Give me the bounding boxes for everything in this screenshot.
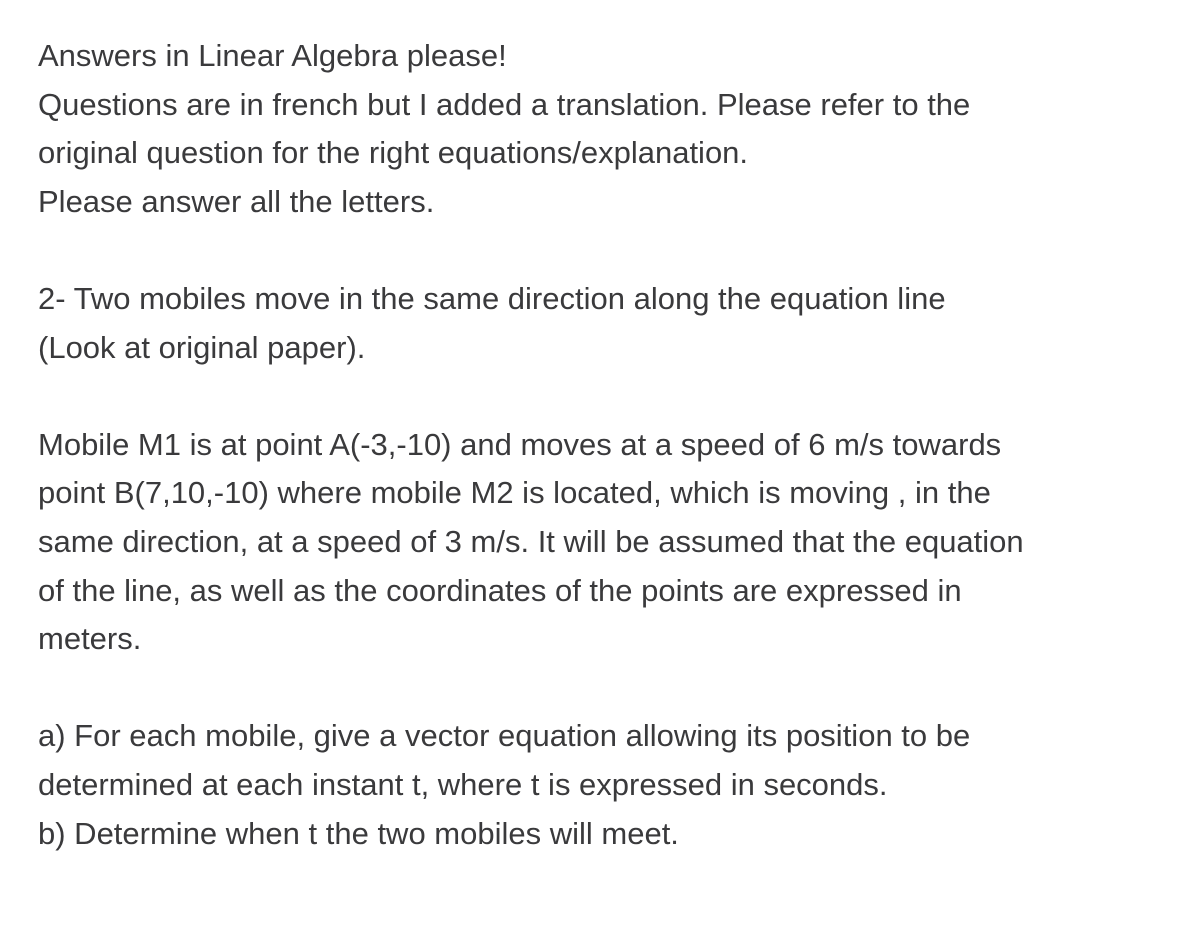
question-intro-line: 2- Two mobiles move in the same direction along the equation line <box>38 280 946 316</box>
paragraph-gap <box>38 226 1168 275</box>
problem-line: same direction, at a speed of 3 m/s. It will be assumed that the equation <box>38 523 1024 559</box>
question-intro-paragraph <box>38 275 1168 372</box>
part-line: b) Determine when t the two mobiles will meet. <box>38 815 679 851</box>
intro-line: Questions are in french but I added a translation. Please refer to the <box>38 86 971 122</box>
intro-line: Answers in Linear Algebra please! <box>38 38 507 73</box>
paragraph-gap <box>38 664 1168 713</box>
problem-line: meters. <box>38 621 142 657</box>
parts-paragraph <box>38 712 1168 858</box>
problem-line: point B(7,10,-10) where mobile M2 is located, which is moving , in the <box>38 475 991 511</box>
intro-paragraph <box>38 32 1168 226</box>
problem-line: of the line, as well as the coordinates of the points are expressed in <box>38 572 962 608</box>
note-body <box>38 32 1168 858</box>
part-line: a) For each mobile, give a vector equation allowing its position to be <box>38 718 971 754</box>
intro-line: original question for the right equations/explanation. <box>38 135 749 171</box>
intro-line: Please answer all the letters. <box>38 183 435 219</box>
problem-line: Mobile M1 is at point A(-3,-10) and moves at a speed of 6 m/s towards <box>38 426 1002 462</box>
problem-paragraph <box>38 421 1168 664</box>
paragraph-gap <box>38 372 1168 421</box>
part-line: determined at each instant t, where t is expressed in seconds. <box>38 766 888 802</box>
question-intro-line: (Look at original paper). <box>38 329 366 365</box>
